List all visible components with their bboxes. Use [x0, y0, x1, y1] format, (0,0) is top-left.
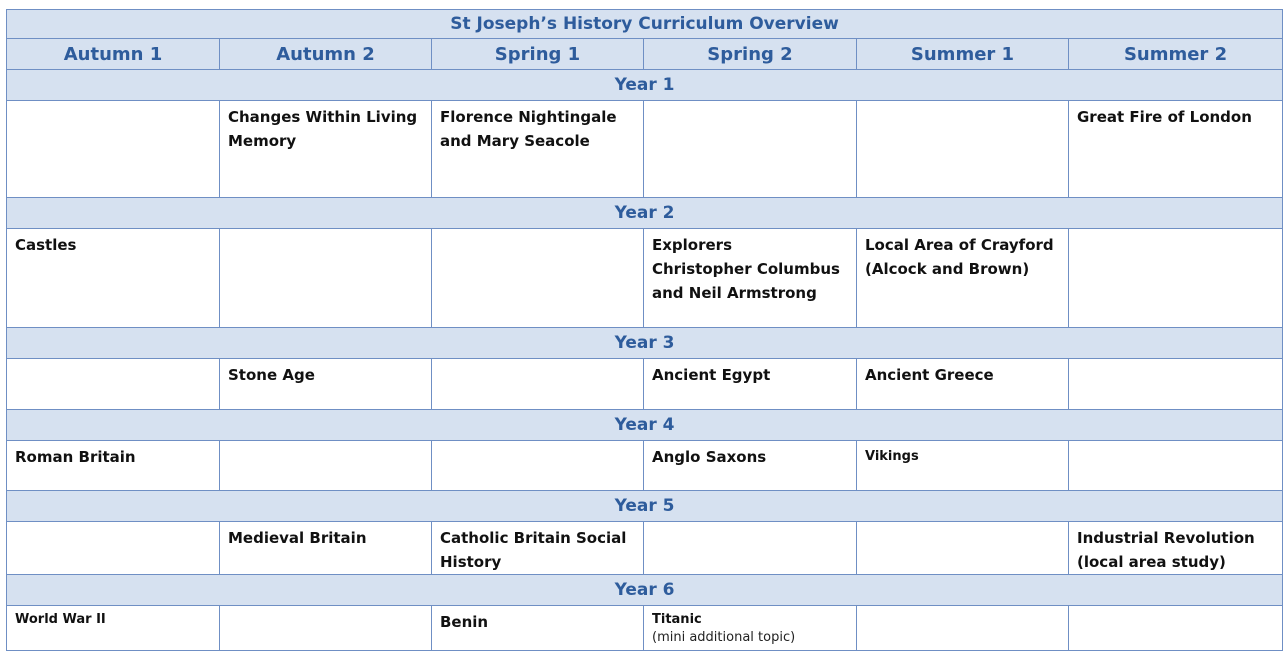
topic-text: Vikings — [865, 449, 919, 464]
topic-text: Florence Nightingale — [440, 108, 617, 126]
topic-text: Memory — [228, 132, 297, 150]
topic-cell — [432, 359, 644, 410]
topic-cell — [220, 606, 432, 651]
term-header: Summer 1 — [857, 39, 1069, 70]
topic-text: Titanic — [652, 612, 702, 627]
year-label: Year 3 — [7, 328, 1283, 359]
topic-text: World War II — [15, 612, 106, 627]
topic-row — [7, 441, 1283, 491]
topic-cell — [432, 229, 644, 328]
topic-cell — [7, 101, 220, 198]
topic-row — [7, 229, 1283, 328]
term-header: Summer 2 — [1069, 39, 1283, 70]
topic-text: Benin — [440, 613, 489, 631]
topic-cell — [644, 359, 857, 410]
topic-cell — [1069, 101, 1283, 198]
topic-note: (mini additional topic) — [652, 630, 796, 645]
topic-cell — [220, 522, 432, 575]
topic-row — [7, 101, 1283, 198]
topic-text: Ancient Egypt — [652, 366, 771, 384]
year-label: Year 4 — [7, 410, 1283, 441]
year-row — [7, 328, 1283, 359]
topic-text: Catholic Britain Social — [440, 529, 627, 547]
topic-cell — [432, 606, 644, 651]
term-header: Spring 1 — [432, 39, 644, 70]
topic-cell — [1069, 229, 1283, 328]
topic-text: (local area study) — [1077, 553, 1226, 571]
topic-text: Industrial Revolution — [1077, 529, 1255, 547]
topic-text: Anglo Saxons — [652, 448, 767, 466]
topic-cell — [1069, 359, 1283, 410]
topic-text: and Mary Seacole — [440, 132, 590, 150]
topic-text: Changes Within Living — [228, 108, 418, 126]
topic-cell — [7, 441, 220, 491]
year-row — [7, 198, 1283, 229]
topic-cell — [857, 522, 1069, 575]
year-row — [7, 491, 1283, 522]
curriculum-table — [6, 9, 1283, 651]
topic-cell — [857, 229, 1069, 328]
topic-text: Local Area of Crayford — [865, 236, 1054, 254]
topic-cell — [644, 606, 857, 651]
topic-cell — [7, 522, 220, 575]
year-label: Year 1 — [7, 70, 1283, 101]
year-row — [7, 575, 1283, 606]
table-title: St Joseph’s History Curriculum Overview — [7, 10, 1283, 39]
curriculum-table-wrapper — [6, 9, 1282, 651]
topic-cell — [1069, 606, 1283, 651]
topic-cell — [432, 101, 644, 198]
year-row — [7, 410, 1283, 441]
topic-cell — [644, 522, 857, 575]
topic-text: (Alcock and Brown) — [865, 260, 1030, 278]
topic-cell — [220, 229, 432, 328]
topic-text: Stone Age — [228, 366, 315, 384]
topic-text: Ancient Greece — [865, 366, 994, 384]
topic-text: Medieval Britain — [228, 529, 367, 547]
topic-cell — [7, 229, 220, 328]
topic-text: History — [440, 553, 502, 571]
topic-text: Great Fire of London — [1077, 108, 1252, 126]
topic-text: Explorers — [652, 236, 733, 254]
topic-text: Roman Britain — [15, 448, 136, 466]
year-label: Year 6 — [7, 575, 1283, 606]
year-label: Year 5 — [7, 491, 1283, 522]
topic-cell — [432, 522, 644, 575]
topic-cell — [7, 359, 220, 410]
year-label: Year 2 — [7, 198, 1283, 229]
title-row — [7, 10, 1283, 39]
year-row — [7, 70, 1283, 101]
topic-text: Castles — [15, 236, 77, 254]
term-header: Spring 2 — [644, 39, 857, 70]
topic-cell — [1069, 522, 1283, 575]
topic-cell — [857, 101, 1069, 198]
topic-cell — [220, 101, 432, 198]
topic-row — [7, 522, 1283, 575]
topic-cell — [1069, 441, 1283, 491]
topic-cell — [220, 359, 432, 410]
topic-cell — [432, 441, 644, 491]
topic-text: and Neil Armstrong — [652, 284, 817, 302]
topic-cell — [7, 606, 220, 651]
topic-cell — [220, 441, 432, 491]
topic-text: Christopher Columbus — [652, 260, 840, 278]
topic-cell — [857, 606, 1069, 651]
topic-row — [7, 359, 1283, 410]
topic-row — [7, 606, 1283, 651]
topic-cell — [644, 229, 857, 328]
term-header-row — [7, 39, 1283, 70]
term-header: Autumn 2 — [220, 39, 432, 70]
topic-cell — [857, 359, 1069, 410]
topic-cell — [644, 101, 857, 198]
topic-cell — [857, 441, 1069, 491]
topic-cell — [644, 441, 857, 491]
term-header: Autumn 1 — [7, 39, 220, 70]
